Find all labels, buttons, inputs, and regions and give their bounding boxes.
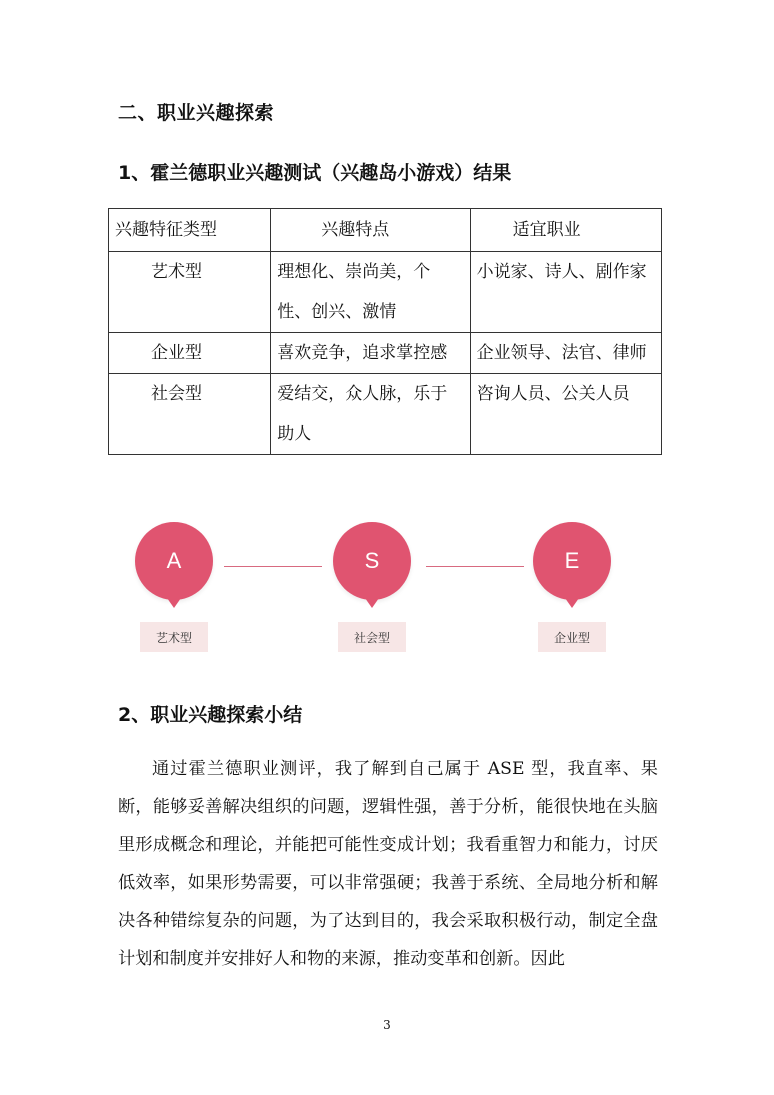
table-header-row: [109, 209, 662, 252]
node-label: 艺术型: [140, 622, 208, 652]
node-artistic: [124, 522, 224, 652]
column-header-type: 兴趣特征类型: [109, 209, 271, 252]
pointer-icon: [167, 598, 181, 608]
connector-line: [426, 566, 524, 567]
node-circle: S: [333, 522, 411, 600]
cell-traits: 理想化、崇尚美，个性、创兴、激情: [271, 252, 470, 333]
subsection-title-summary: 2、职业兴趣探索小结: [118, 704, 303, 726]
cell-traits: 喜欢竞争，追求掌控感: [271, 333, 470, 374]
connector-line: [224, 566, 322, 567]
node-enterprising: [522, 522, 622, 652]
cell-type: 社会型: [109, 374, 271, 455]
table-row: [109, 252, 662, 333]
cell-type: 艺术型: [109, 252, 271, 333]
node-label: 企业型: [538, 622, 606, 652]
column-header-traits: 兴趣特点: [271, 209, 470, 252]
pointer-icon: [365, 598, 379, 608]
node-social: [322, 522, 422, 652]
node-circle: E: [533, 522, 611, 600]
section-title: 二、职业兴趣探索: [118, 102, 275, 124]
table-row: [109, 374, 662, 455]
table-row: [109, 333, 662, 374]
cell-traits: 爱结交，众人脉，乐于助人: [271, 374, 470, 455]
subsection-title-test-results: 1、霍兰德职业兴趣测试（兴趣岛小游戏）结果: [118, 162, 512, 184]
column-header-careers: 适宜职业: [470, 209, 661, 252]
page-number: 3: [383, 1018, 391, 1032]
cell-careers: 咨询人员、公关人员: [470, 374, 661, 455]
interest-table: [108, 208, 662, 455]
cell-careers: 企业领导、法官、律师: [470, 333, 661, 374]
node-circle: A: [135, 522, 213, 600]
summary-paragraph: 通过霍兰德职业测评，我了解到自己属于 ASE 型，我直率、果断，能够妥善解决组织的问题，逻辑性强，善于分析，能很快地在头脑里形成概念和理论，并能把可能性变成计划；我看重智力和能力，讨厌低效率，如果形势需要，可以非常强硬；我善于系统、全局地分析和解决各种错综复杂的问题，为了达到目的，我会采取积极行动，制定全盘计划和制度并安排好人和物的来源，推动变革和创新。因此: [118, 759, 658, 969]
cell-careers: 小说家、诗人、剧作家: [470, 252, 661, 333]
pointer-icon: [565, 598, 579, 608]
cell-type: 企业型: [109, 333, 271, 374]
node-label: 社会型: [338, 622, 406, 652]
ase-diagram: [120, 522, 630, 672]
